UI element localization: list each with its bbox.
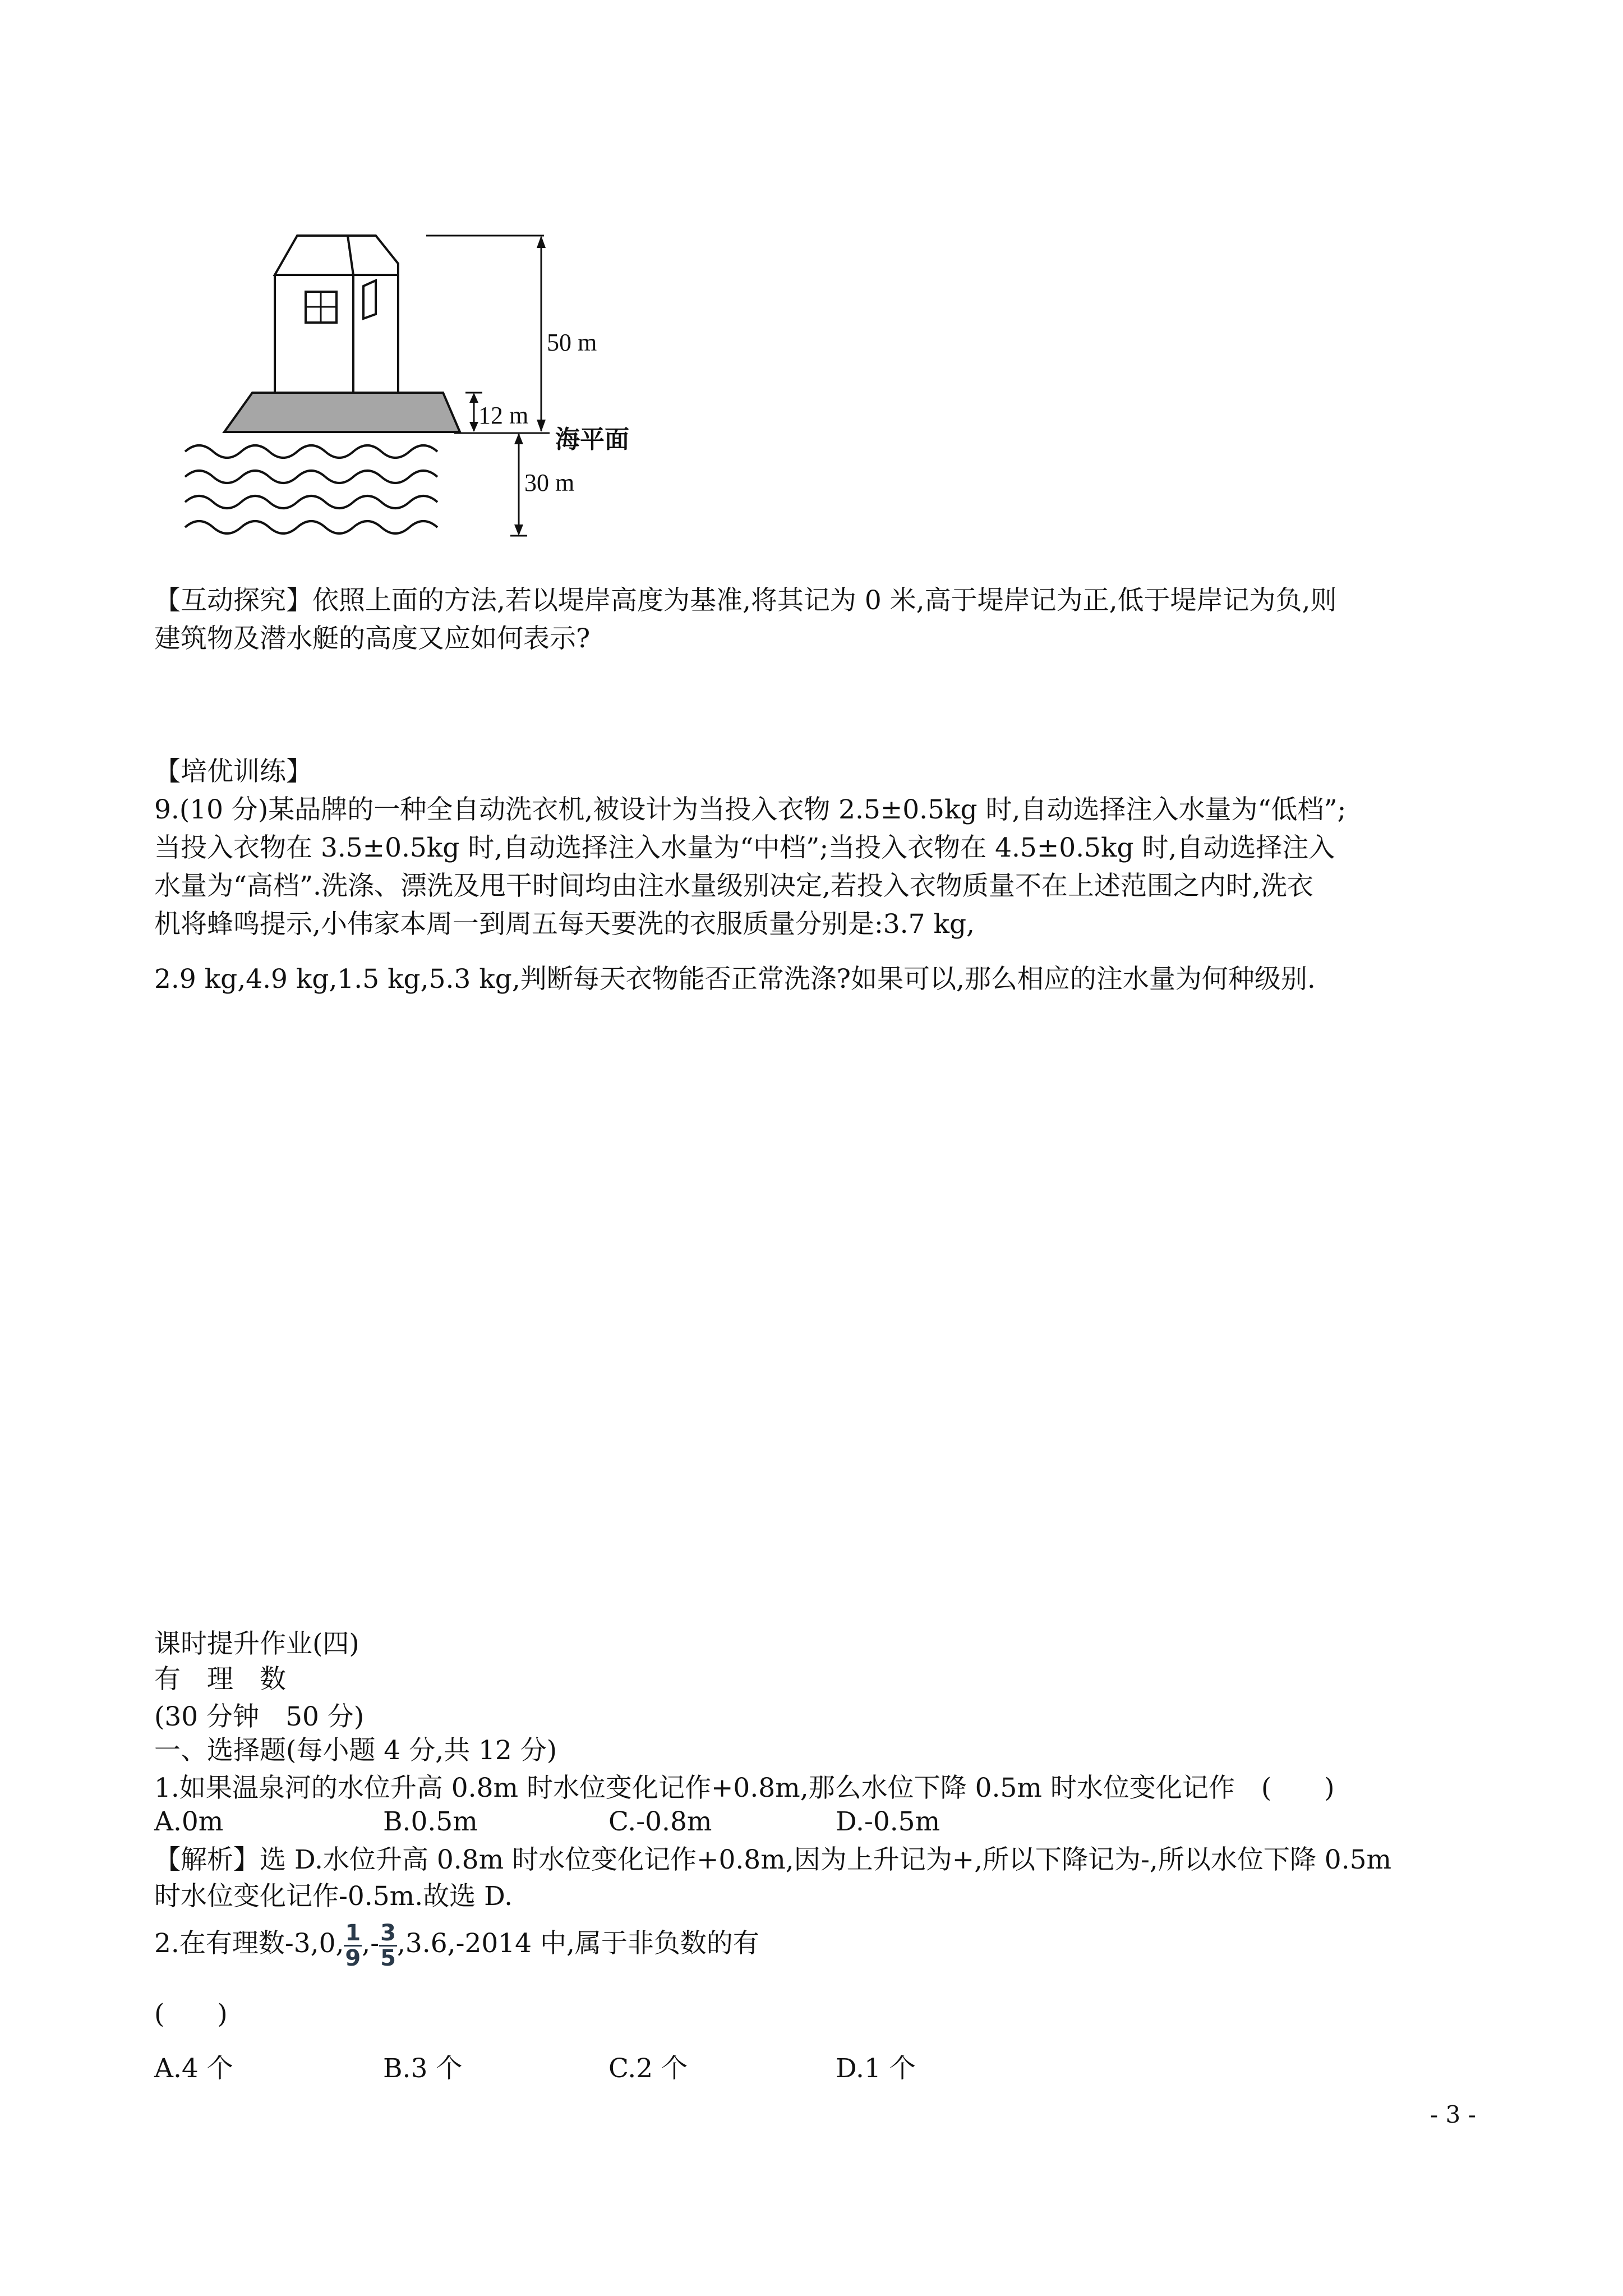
page-number: - 3 - xyxy=(1430,2101,1476,2128)
q2-options xyxy=(154,2047,1500,2082)
submarine-depth-label: 30 m xyxy=(524,469,575,496)
bank-height-label: 12 m xyxy=(478,402,529,429)
q1-analysis-line-1: 【解析】选 D.水位升高 0.8m 时水位变化记作+0.8m,因为上升记为+,所以下降记为-,所以水位下降 0.5m xyxy=(154,1844,1392,1875)
building-height-label: 50 m xyxy=(547,329,597,356)
training-title: 【培优训练】 xyxy=(154,756,312,787)
q2-bracket: ( ) xyxy=(154,1999,228,2030)
house-side-window xyxy=(363,280,376,319)
house-roof xyxy=(275,236,353,275)
q2-fraction-1-numerator: 1 xyxy=(345,1920,361,1946)
bank xyxy=(224,393,460,432)
q9-line-1: 9.(10 分)某品牌的一种全自动洗衣机,被设计为当投入衣物 2.5±0.5kg 时,自动选择注入水量为“低档”; xyxy=(154,794,1347,825)
q2-fraction-1 xyxy=(344,1921,362,1970)
q2-option-c: C.2 个 xyxy=(608,2053,688,2084)
interactive-line-1: 【互动探究】依照上面的方法,若以堤岸高度为基准,将其记为 0 米,高于堤岸记为正,低于堤岸记为负,则 xyxy=(154,585,1337,616)
figure-svg xyxy=(179,224,662,550)
q1-option-b: B.0.5m xyxy=(383,1806,478,1837)
q2-prefix: 2.在有理数-3,0, xyxy=(154,1928,344,1959)
section-one-title: 一、选择题(每小题 4 分,共 12 分) xyxy=(154,1735,557,1766)
q2-fraction-1-denominator: 9 xyxy=(345,1945,361,1971)
house-roof-side xyxy=(348,236,398,275)
q9-line-5: 2.9 kg,4.9 kg,1.5 kg,5.3 kg,判断每天衣物能否正常洗涤?如果可以,那么相应的注水量为何种级别. xyxy=(154,964,1316,995)
q9-line-2: 当投入衣物在 3.5±0.5kg 时,自动选择注入水量为“中档”;当投入衣物在 4.5±0.5kg 时,自动选择注入 xyxy=(154,832,1335,863)
q2-fraction-2-denominator: 5 xyxy=(380,1945,396,1971)
q2-suffix: ,3.6,-2014 中,属于非负数的有 xyxy=(396,1928,759,1959)
q1-stem: 1.如果温泉河的水位升高 0.8m 时水位变化记作+0.8m,那么水位下降 0.5m 时水位变化记作 ( ) xyxy=(154,1773,1335,1803)
q1-options xyxy=(154,1806,1500,1841)
q2-fraction-2 xyxy=(379,1921,397,1970)
q2-option-d: D.1 个 xyxy=(836,2053,916,2084)
homework-title: 课时提升作业(四) xyxy=(154,1628,359,1659)
time-score: (30 分钟 50 分) xyxy=(154,1701,365,1732)
interactive-line-2: 建筑物及潜水艇的高度又应如何表示? xyxy=(154,623,591,654)
q1-option-a: A.0m xyxy=(154,1806,224,1837)
q2-stem xyxy=(154,1918,759,1970)
homework-subtitle: 有 理 数 xyxy=(154,1664,286,1695)
sea-waves xyxy=(185,445,437,533)
q9-line-3: 水量为“高档”.洗涤、漂洗及甩干时间均由注水量级别决定,若投入衣物质量不在上述范围之内时,洗衣 xyxy=(154,871,1313,901)
q1-option-c: C.-0.8m xyxy=(608,1806,712,1837)
q2-fraction-2-numerator: 3 xyxy=(380,1920,396,1946)
q1-option-d: D.-0.5m xyxy=(836,1806,940,1837)
sea-level-label: 海平面 xyxy=(555,425,629,454)
q1-analysis-line-2: 时水位变化记作-0.5m.故选 D. xyxy=(154,1881,513,1912)
q2-option-a: A.4 个 xyxy=(154,2053,233,2084)
building-sea-level-figure xyxy=(179,224,662,550)
q9-line-4: 机将蜂鸣提示,小伟家本周一到周五每天要洗的衣服质量分别是:3.7 kg, xyxy=(154,909,975,940)
q2-option-b: B.3 个 xyxy=(383,2053,463,2084)
q2-separator: ,- xyxy=(362,1928,380,1959)
